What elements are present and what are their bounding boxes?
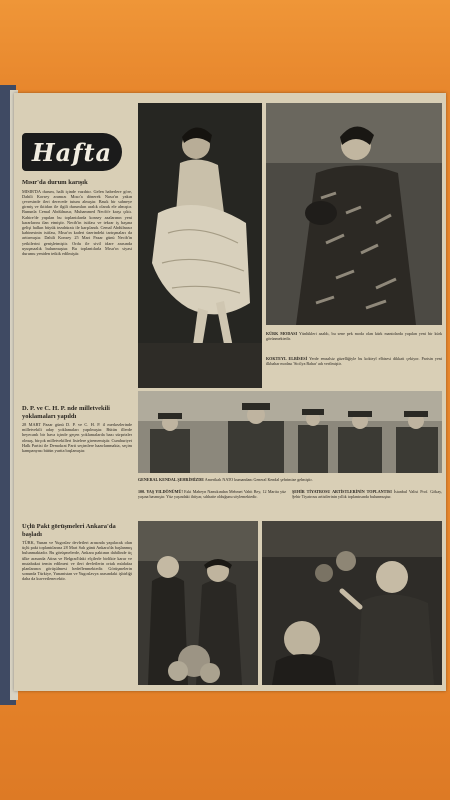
caption-title: KÜRK MODASI <box>266 331 298 336</box>
caption-title: KOKTEYL ELBİSESİ <box>266 356 308 361</box>
caption-title: 100. YAŞ YILDÖNÜMÜ! <box>138 489 183 494</box>
dancer-photo <box>138 103 262 388</box>
article-title: D. P. ve C. H. P. nde milletvekili yoklamaları yapıldı <box>22 405 110 420</box>
meeting-photo <box>138 521 258 685</box>
article-balkan-pact <box>22 523 132 683</box>
theatre-photo <box>262 521 442 685</box>
article-title: Mısır'da durum karışık <box>22 179 88 186</box>
caption-body: Amerikalı NATO kumandanı General Kendal şehrimize gelmiştir. <box>204 477 313 482</box>
article-body: 28 MART Pazar günü D. P. ve C. H. P. il merkezlerinde milletvekili aday yoklamaları yapılmıştır. Bütün illerde heyecanlı bir hava içinde geçen yoklamalarda bazı sürprizler olmuş, birçok milletvekilleri listelere girememiştir. Cumhuriyet Halk Partisi ile Demokrat Parti seçimlere hazırlanmakta, seçim kampanyası bütün yurtta başlamıştır. <box>22 422 132 454</box>
article-elections <box>22 405 132 520</box>
caption-body: İstanbul Valisi Prof. Gökay, Şehir Tiyatrosu artistlerinin yıllık toplantısında bulunmuştur. <box>292 489 442 499</box>
caption-body: Eski Mabeyn Namıkından Mehmet Vahit Bey, 12 Martta yüz yaşına basmıştır. Yüz yaşındaki ihtiyar, sıhhatte olduğunu söylemektedir. <box>138 489 286 499</box>
article-egypt <box>22 179 132 401</box>
section-logo-text: Hafta <box>31 137 113 167</box>
article-body: MISIR'DA durum, halâ içinde vazıhtır. Gelen haberlere göre, Dahili Korsey aramızı Mısır'a dönerek Nasır'ın yakın çevresinde ileri derecede tutum almıştır. Basık bir sahneye girmiş ve iktidarı ile ilgili durumları aralık olarak ele almıştır. Bununla Cemal Abdülnasır, Muhammed Necib'e karşı çıktı. Kahire'de yapılan bu toplantılarda konsey azalarının yeni kararlarını ilan etmiştir. Necib'in istifası ve tekrar iş başına gelişi halkın büyük tezahüratı ile karşılandı. Cemal Abdülnasır kabinesinin istifası, Mısır'ın kaderi üzerindeki tartışmaları da arttırmıştır. Dahili Konsey 25 Mart Pazar günü Necib'in yetkilerini genişletmiştir. Ordu ile sivil idare arasında uyuşmazlık bulunmuştur. Bu toplantılarla Mısır'ın siyasi durumu yeniden tetkik edilmiştir. <box>22 188 132 256</box>
article-title: Üçlü Pakt görüşmeleri Ankara'da başladı <box>22 523 116 538</box>
magazine-page <box>14 93 446 691</box>
section-logo <box>22 133 122 171</box>
article-body: TÜRK, Yunan ve Yugoslav devletleri arasında yapılacak olan üçlü pakt toplantılarına 28 Mart Salı günü Ankara'da başlanmış bulunmaktadır. Bu görüşmelerde, Ankara paktının dahilinde üç ülke arasında Atina ve Belgrad'daki elçilerle birlikte karar ve mutabakat temin edilmesi ve ileri devletlerin ortak müdafaa planlarının görüşülmesi hedeflenmektedir. Görüşmelerin sonunda Türkiye, Yunanistan ve Yugoslavya arasındaki işbirliği daha da kuvvetlenecektir. <box>22 540 132 582</box>
caption-body: Yünlükleri azaldı, bu sene pek moda olan kürk mantolarda yapılan yeni bir kürk görünmektedir. <box>266 331 442 341</box>
caption-body: Yerde emsalsiz güzelliğiyle bu kokteyl elbisesi dikkati çekiyor. Parisin yeni ilkbahar modası 'Sicilya Bahar' adı verilmiştir. <box>266 356 442 366</box>
caption-cocktail-dress <box>266 356 442 378</box>
caption-title: ŞEHİR TİYATROSU ARTİSTLERİNİN TOPLANTISI <box>292 489 392 494</box>
caption-fur-fashion <box>266 331 442 353</box>
caption-anniversary <box>138 489 286 519</box>
fur-coat-photo <box>266 103 442 325</box>
generals-photo <box>138 391 442 473</box>
caption-city-theatre <box>292 489 442 519</box>
caption-general-kendal <box>138 477 442 487</box>
background-top <box>0 0 450 95</box>
caption-title: GENERAL KENDAL ŞEHRİMİZDE <box>138 477 204 482</box>
background-bottom <box>0 690 450 800</box>
